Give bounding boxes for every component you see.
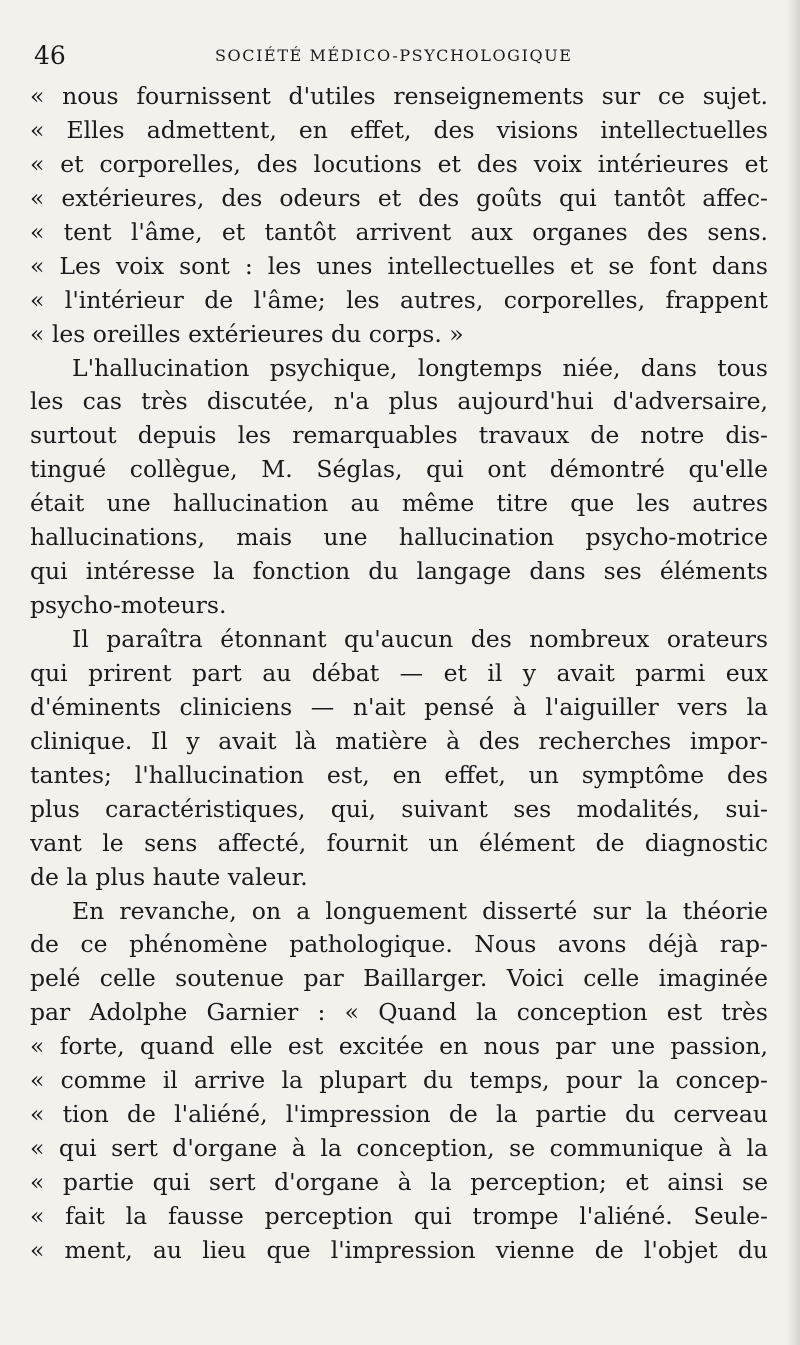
- page-body: [30, 80, 768, 1268]
- text-line: qui intéresse la fonction du langage dans ses éléments: [30, 557, 768, 586]
- text-line: tantes; l'hallucination est, en effet, un symptôme des: [30, 760, 768, 789]
- text-line: « Elles admettent, en effet, des visions intellectuelles: [30, 115, 768, 144]
- paragraph-start-line: L'hallucination psychique, longtemps niée, dans tous: [72, 353, 768, 382]
- paragraph-start-line: En revanche, on a longuement disserté sur la théorie: [72, 896, 768, 925]
- text-line: « l'intérieur de l'âme; les autres, corporelles, frappent: [30, 285, 768, 314]
- text-line: « partie qui sert d'organe à la perception; et ainsi se: [30, 1168, 768, 1196]
- text-line: qui prirent part au débat — et il y avait parmi eux: [30, 658, 768, 687]
- text-line: « qui sert d'organe à la conception, se communique à la: [30, 1134, 768, 1163]
- text-line: « tion de l'aliéné, l'impression de la partie du cerveau: [30, 1100, 768, 1129]
- text-line: hallucinations, mais une hallucination psycho-motrice: [30, 523, 768, 552]
- text-line: par Adolphe Garnier : « Quand la conception est très: [30, 998, 768, 1027]
- text-line: de ce phénomène pathologique. Nous avons déjà rap-: [30, 930, 768, 959]
- text-line: « extérieures, des odeurs et des goûts qui tantôt affec-: [30, 183, 768, 212]
- text-line: plus caractéristiques, qui, suivant ses modalités, sui-: [30, 794, 768, 823]
- text-line: « les oreilles extérieures du corps. »: [30, 319, 464, 348]
- text-line: « fait la fausse perception qui trompe l'aliéné. Seule-: [30, 1201, 768, 1230]
- text-line: les cas très discutée, n'a plus aujourd'hui d'adversaire,: [30, 387, 768, 416]
- text-line: « nous fournissent d'utiles renseignements sur ce sujet.: [30, 82, 768, 110]
- text-line: « et corporelles, des locutions et des voix intérieures et: [30, 149, 768, 178]
- paragraph-start-line: Il paraîtra étonnant qu'aucun des nombreux orateurs: [72, 625, 768, 653]
- page-header: [30, 38, 750, 74]
- text-line: psycho-moteurs.: [30, 591, 227, 620]
- text-line: vant le sens affecté, fournit un élément de diagnostic: [30, 828, 768, 857]
- text-line: clinique. Il y avait là matière à des recherches impor-: [30, 726, 768, 755]
- text-line: « comme il arrive la plupart du temps, pour la concep-: [30, 1066, 768, 1095]
- text-line: « ment, au lieu que l'impression vienne de l'objet du: [30, 1235, 768, 1264]
- text-line: d'éminents cliniciens — n'ait pensé à l'aiguiller vers la: [30, 692, 768, 721]
- text-line: de la plus haute valeur.: [30, 862, 308, 891]
- running-head: SOCIÉTÉ MÉDICO-PSYCHOLOGIQUE: [215, 46, 573, 65]
- text-line: tingué collègue, M. Séglas, qui ont démontré qu'elle: [30, 455, 768, 484]
- text-line: « Les voix sont : les unes intellectuelles et se font dans: [30, 251, 768, 280]
- text-line: « forte, quand elle est excitée en nous par une passion,: [30, 1032, 768, 1061]
- page-number: 46: [34, 41, 66, 70]
- text-line: « tent l'âme, et tantôt arrivent aux organes des sens.: [30, 217, 768, 246]
- text-line: surtout depuis les remarquables travaux de notre dis-: [30, 421, 768, 450]
- page-edge-shadow: [786, 0, 800, 1345]
- text-line: pelé celle soutenue par Baillarger. Voici celle imaginée: [30, 964, 768, 993]
- text-line: était une hallucination au même titre que les autres: [30, 489, 768, 518]
